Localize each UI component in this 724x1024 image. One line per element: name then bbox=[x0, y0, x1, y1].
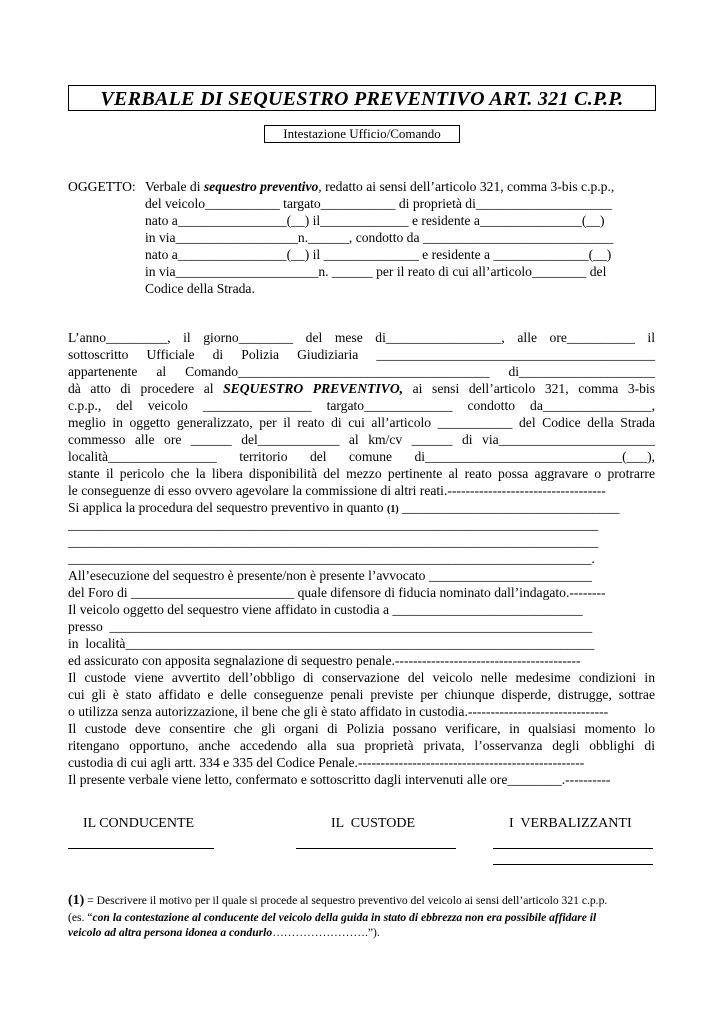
body-line-2: sottoscritto Ufficiale di Polizia Giudiziaria _________________________________________ bbox=[68, 347, 655, 362]
oggetto-line-7: Codice della Strada. bbox=[145, 281, 255, 296]
body-line-19: in località_____________________________________________________________________ bbox=[68, 636, 595, 651]
body-line-25: ritengano opportuno, anche accedendo alla sua proprietà privata, l’osservanza degli obblighi di bbox=[68, 738, 655, 753]
signature-line-custodian bbox=[296, 848, 456, 849]
oggetto-line-4: in via__________________n.______, condotto da ____________________________ bbox=[145, 230, 614, 245]
signature-label-officers: I VERBALIZZANTI bbox=[509, 816, 632, 831]
body-line-1: L’anno_________, il giorno________ del mese di_________________, alle ore__________ il bbox=[68, 330, 655, 345]
oggetto-label: OGGETTO: bbox=[68, 179, 136, 194]
body-line-8: località________________ territorio del comune di_____________________________(___), bbox=[68, 449, 655, 464]
footnote-line-1: (1) = Descrivere il motivo per il quale si procede al sequestro preventivo del veicolo ai sensi dell’articolo 321 c.p.p. bbox=[68, 893, 608, 908]
oggetto-line-6: in via_____________________n. ______ per il reato di cui all’articolo________ del bbox=[145, 264, 607, 279]
body-line-13: ______________________________________________________________________________ bbox=[68, 534, 599, 549]
body-line-22: cui gli è stato affidato e delle conseguenze penali previste per chiunque disperde, distrugge, sottrae bbox=[68, 687, 655, 702]
oggetto-line-2: del veicolo___________ targato___________ di proprietà di____________________ bbox=[145, 196, 612, 211]
body-line-15: All’esecuzione del sequestro è presente/non è presente l’avvocato ________________________ bbox=[68, 568, 592, 583]
body-line-27: Il presente verbale viene letto, confermato e sottoscritto dagli intervenuti alle ore________.---------- bbox=[68, 772, 611, 787]
body-line-18: presso _______________________________________________________________________ bbox=[68, 619, 593, 634]
body-line-26: custodia di cui agli artt. 334 e 335 del Codice Penale.-------------------------------------------------- bbox=[68, 755, 585, 770]
body-line-7: commesso alle ore ______ del____________ al km/cv ______ di via_______________________ bbox=[68, 432, 655, 447]
document-title-box bbox=[68, 85, 656, 111]
body-line-3: appartenente al Comando_____________________________________ di____________________ bbox=[68, 364, 655, 379]
body-line-14: _____________________________________________________________________________. bbox=[68, 551, 595, 566]
signature-line-officer-2 bbox=[493, 864, 653, 865]
signature-line-driver bbox=[68, 848, 214, 849]
body-line-21: Il custode viene avvertito dell’obbligo di conservazione del veicolo nelle medesime condizioni in bbox=[68, 670, 655, 685]
body-line-5: c.p.p., del veicolo ________________ targato_____________ condotto da________________, bbox=[68, 398, 655, 413]
body-line-20: ed assicurato con apposita segnalazione di sequestro penale.----------------------------------------- bbox=[68, 653, 581, 668]
document-title: VERBALE DI SEQUESTRO PREVENTIVO ART. 321 C.P.P. bbox=[100, 88, 624, 110]
body-line-10: le conseguenze di esso ovvero agevolare la commissione di altri reati.----------------------------------- bbox=[68, 483, 606, 498]
oggetto-line-1: Verbale di sequestro preventivo, redatto ai sensi dell’articolo 321, comma 3-bis c.p.p., bbox=[145, 179, 615, 194]
body-line-24: Il custode deve consentire che gli organi di Polizia possano verificare, in qualsiasi momento lo bbox=[68, 721, 655, 736]
footnote-line-2: (es. “con la contestazione al conducente del veicolo della guida in stato di ebbrezza non era possibile affidare il bbox=[68, 911, 597, 924]
body-line-23: o utilizza senza autorizzazione, il bene che gli è stato affidato in custodia.------------------------------- bbox=[68, 704, 609, 719]
signature-label-driver: IL CONDUCENTE bbox=[83, 816, 195, 831]
body-line-11: Si applica la procedura del sequestro preventivo in quanto (1) ________________________________ bbox=[68, 500, 620, 515]
body-line-17: Il veicolo oggetto del sequestro viene affidato in custodia a ____________________________ bbox=[68, 602, 583, 617]
body-line-4: dà atto di procedere al SEQUESTRO PREVENTIVO, ai sensi dell’articolo 321, comma 3-bis bbox=[68, 381, 656, 396]
office-header: Intestazione Ufficio/Comando bbox=[264, 125, 460, 143]
signature-label-custodian: IL CUSTODE bbox=[331, 816, 415, 831]
body-line-16: del Foro di ________________________ quale difensore di fiducia nominato dall’indagato.-------- bbox=[68, 585, 606, 600]
oggetto-line-5: nato a________________(__) il ______________ e residente a ______________(__) bbox=[145, 247, 612, 262]
signature-line-officer-1 bbox=[493, 848, 653, 849]
oggetto-line-3: nato a________________(__) il_____________ e residente a_______________(__) bbox=[145, 213, 605, 228]
body-line-12: ______________________________________________________________________________ bbox=[68, 517, 599, 532]
body-line-9: stante il pericolo che la libera disponibilità del mezzo pertinente al reato possa aggravare o protrarre bbox=[68, 466, 655, 481]
body-line-6: meglio in oggetto generalizzato, per il reato di cui all’articolo ___________ del Codice della Strada bbox=[68, 415, 655, 430]
footnote-line-3: veicolo ad altra persona idonea a condurlo…………………….”). bbox=[68, 926, 380, 939]
